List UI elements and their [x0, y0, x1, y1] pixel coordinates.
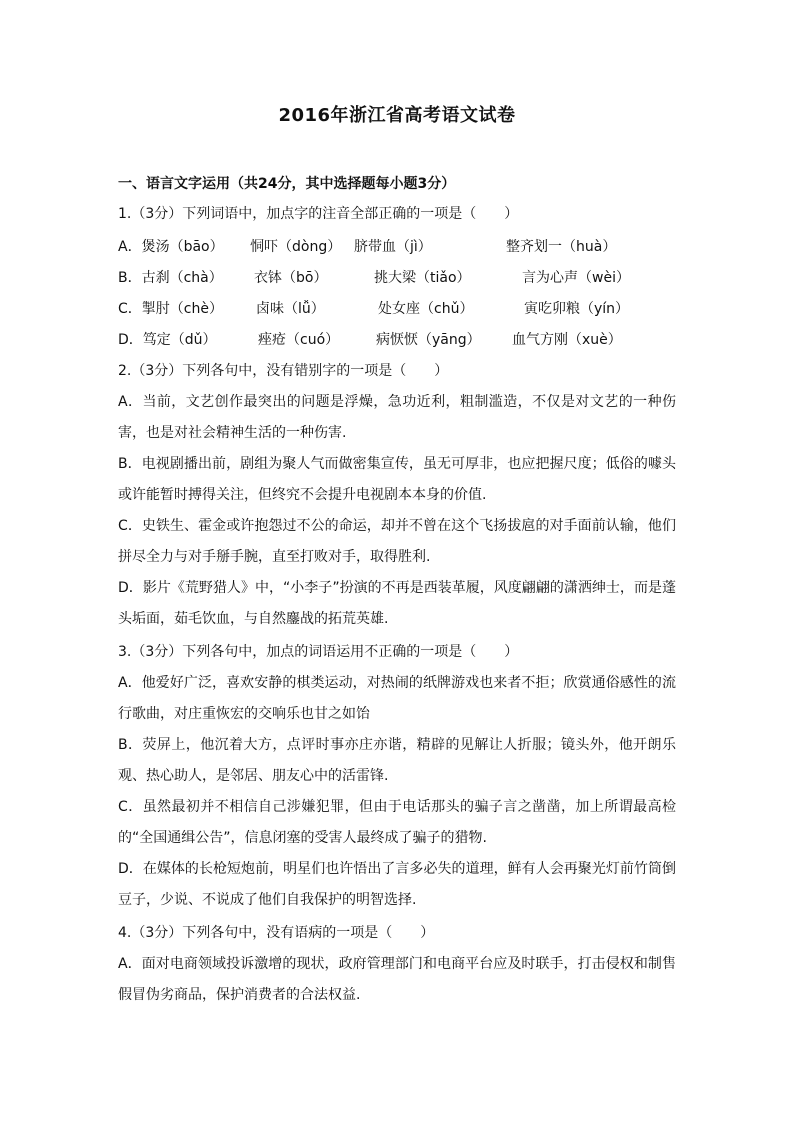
- option-d-item-1: D．笃定（dǔ）: [118, 332, 217, 348]
- question-2-option-a: A．当前，文艺创作最突出的问题是浮燥，急功近利，粗制滥造，不仅是对文艺的一种伤害，也是对社会精神生活的一种伤害.: [118, 394, 676, 441]
- question-1-option-row: [118, 268, 698, 288]
- option-c-item-3: 处女座（chǔ）: [378, 301, 474, 317]
- question-2-stem: 2.（3分）下列各句中，没有错别字的一项是（ ）: [118, 363, 449, 379]
- question-4-option-a: A．面对电商领域投诉激增的现状，政府管理部门和电商平台应及时联手，打击侵权和制售假冒伪劣商品，保护消费者的合法权益.: [118, 956, 676, 1003]
- option-a-item-2: 恫吓（dòng）: [250, 239, 342, 255]
- option-d-item-4: 血气方刚（xuè）: [512, 332, 622, 348]
- option-b-item-2: 衣钵（bō）: [254, 270, 328, 286]
- question-1-stem: 1.（3分）下列词语中，加点字的注音全部正确的一项是（ ）: [118, 206, 519, 222]
- option-a-item-1: A．煲汤（bāo）: [118, 239, 224, 255]
- option-c-item-4: 寅吃卯粮（yín）: [524, 301, 630, 317]
- question-3-option-a: A．他爱好广泛，喜欢安静的棋类运动，对热闹的纸牌游戏也来者不拒；欣赏通俗感性的流行歌曲，对庄重恢宏的交响乐也甘之如饴: [118, 675, 676, 722]
- question-1-option-row: [118, 237, 698, 257]
- option-d-item-2: 痤疮（cuó）: [258, 332, 340, 348]
- option-b-item-4: 言为心声（wèi）: [522, 270, 630, 286]
- section-heading: 一、语言文字运用（共24分，其中选择题每小题3分）: [118, 176, 456, 192]
- option-d-item-3: 病恹恹（yāng）: [376, 332, 481, 348]
- option-b-item-3: 挑大梁（tiǎo）: [374, 270, 471, 286]
- page-title: 2016年浙江省高考语文试卷: [278, 105, 516, 126]
- option-c-item-2: 卤味（lǚ）: [256, 301, 325, 317]
- option-a-item-4: 整齐划一（huà）: [506, 239, 617, 255]
- option-a-item-3: 脐带血（jì）: [354, 239, 432, 255]
- question-1-option-row: [118, 299, 698, 319]
- question-4-stem: 4.（3分）下列各句中，没有语病的一项是（ ）: [118, 925, 435, 941]
- option-c-item-1: C．掣肘（chè）: [118, 301, 223, 317]
- question-2-option-c: C．史铁生、霍金或许抱怨过不公的命运，却并不曾在这个飞扬拔扈的对手面前认输，他们拼尽全力与对手掰手腕，直至打败对手，取得胜利.: [118, 518, 676, 565]
- option-b-item-1: B．古刹（chà）: [118, 270, 223, 286]
- question-2-option-d: D．影片《荒野猎人》中，“小李子”扮演的不再是西装革履，风度翩翩的潇洒绅士，而是蓬头垢面，茹毛饮血，与自然鏖战的拓荒英雄.: [118, 580, 676, 627]
- question-3-option-d: D．在媒体的长枪短炮前，明星们也许悟出了言多必失的道理，鲜有人会再聚光灯前竹筒倒豆子，少说、不说成了他们自我保护的明智选择.: [118, 861, 676, 908]
- question-1-option-row: [118, 330, 698, 350]
- question-3-option-c: C．虽然最初并不相信自己涉嫌犯罪，但由于电话那头的骗子言之凿凿，加上所谓最高检的“全国通缉公告”，信息闭塞的受害人最终成了骗子的猎物.: [118, 799, 676, 846]
- question-3-stem: 3.（3分）下列各句中，加点的词语运用不正确的一项是（ ）: [118, 644, 519, 660]
- question-3-option-b: B．荧屏上，他沉着大方，点评时事亦庄亦谐，精辟的见解让人折服；镜头外，他开朗乐观、热心助人，是邻居、朋友心中的活雷锋.: [118, 737, 676, 784]
- question-2-option-b: B．电视剧播出前，剧组为聚人气而做密集宣传，虽无可厚非，也应把握尺度；低俗的噱头或许能暂时搏得关注，但终究不会提升电视剧本本身的价值.: [118, 456, 676, 503]
